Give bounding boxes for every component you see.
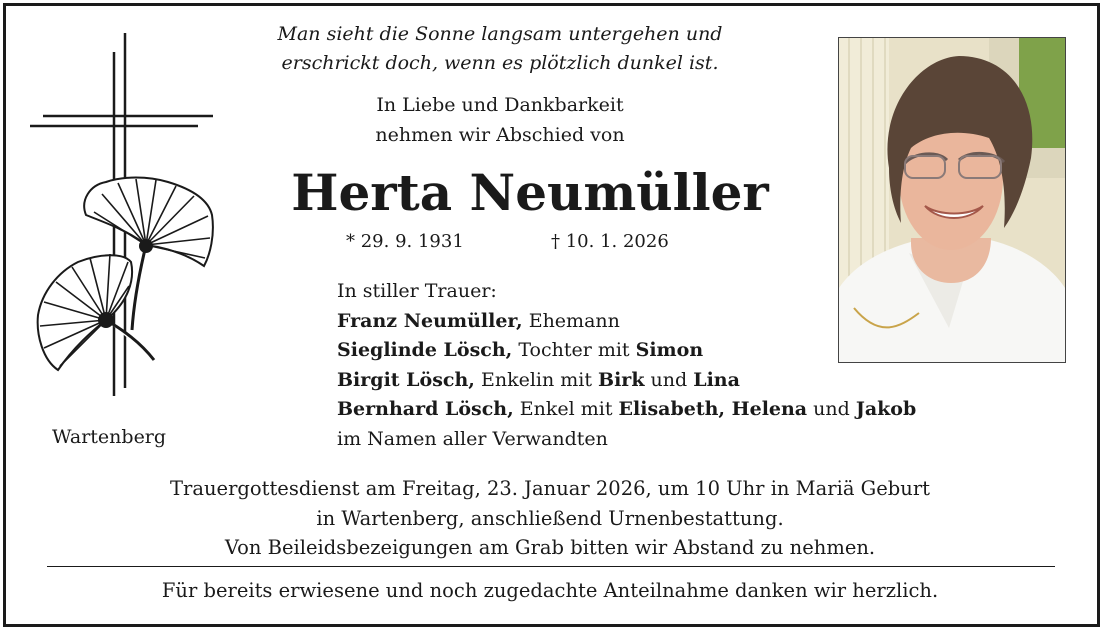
intro-line: nehmen wir Abschied von bbox=[375, 124, 625, 146]
intro-line: In Liebe und Dankbarkeit bbox=[376, 94, 624, 116]
quote-line: Man sieht die Sonne langsam untergehen und bbox=[277, 23, 723, 45]
quote-line: erschrickt doch, wenn es plötzlich dunkel ist. bbox=[281, 52, 719, 74]
divider bbox=[47, 566, 1055, 567]
service-line: Von Beileidsbezeigungen am Grab bitten wir Abstand zu nehmen. bbox=[224, 536, 876, 559]
mourner-row: Franz Neumüller, Ehemann bbox=[337, 309, 620, 332]
thanks-line: Für bereits erwiesene und noch zugedachte Anteilnahme danken wir herzlich. bbox=[161, 579, 939, 602]
service-info bbox=[50, 474, 1050, 563]
mourner-row: Bernhard Lösch, Enkel mit Elisabeth, Helena und Jakob bbox=[337, 398, 917, 420]
death-date: † 10. 1. 2026 bbox=[551, 231, 669, 252]
quote-block bbox=[230, 20, 770, 78]
birth-date: * 29. 9. 1931 bbox=[346, 231, 464, 252]
mourners-heading: In stiller Trauer: bbox=[337, 280, 497, 302]
cross-ginkgo-icon bbox=[28, 30, 218, 396]
deceased-name: Herta Neumüller bbox=[291, 163, 769, 222]
portrait-image bbox=[839, 38, 1065, 362]
mourner-row: Birgit Lösch, Enkelin mit Birk und Lina bbox=[337, 368, 740, 391]
intro-block bbox=[280, 90, 720, 150]
place-name: Wartenberg bbox=[52, 426, 167, 448]
mourners-footer: im Namen aller Verwandten bbox=[337, 427, 608, 450]
mourners-list bbox=[337, 277, 916, 454]
service-line: in Wartenberg, anschließend Urnenbestattung. bbox=[316, 506, 784, 530]
service-line: Trauergottesdienst am Freitag, 23. Januar 2026, um 10 Uhr in Mariä Geburt bbox=[170, 477, 930, 500]
ginkgo-leaf-lower bbox=[38, 254, 154, 370]
portrait-photo bbox=[838, 37, 1066, 363]
mourner-row: Sieglinde Lösch, Tochter mit Simon bbox=[337, 339, 704, 361]
